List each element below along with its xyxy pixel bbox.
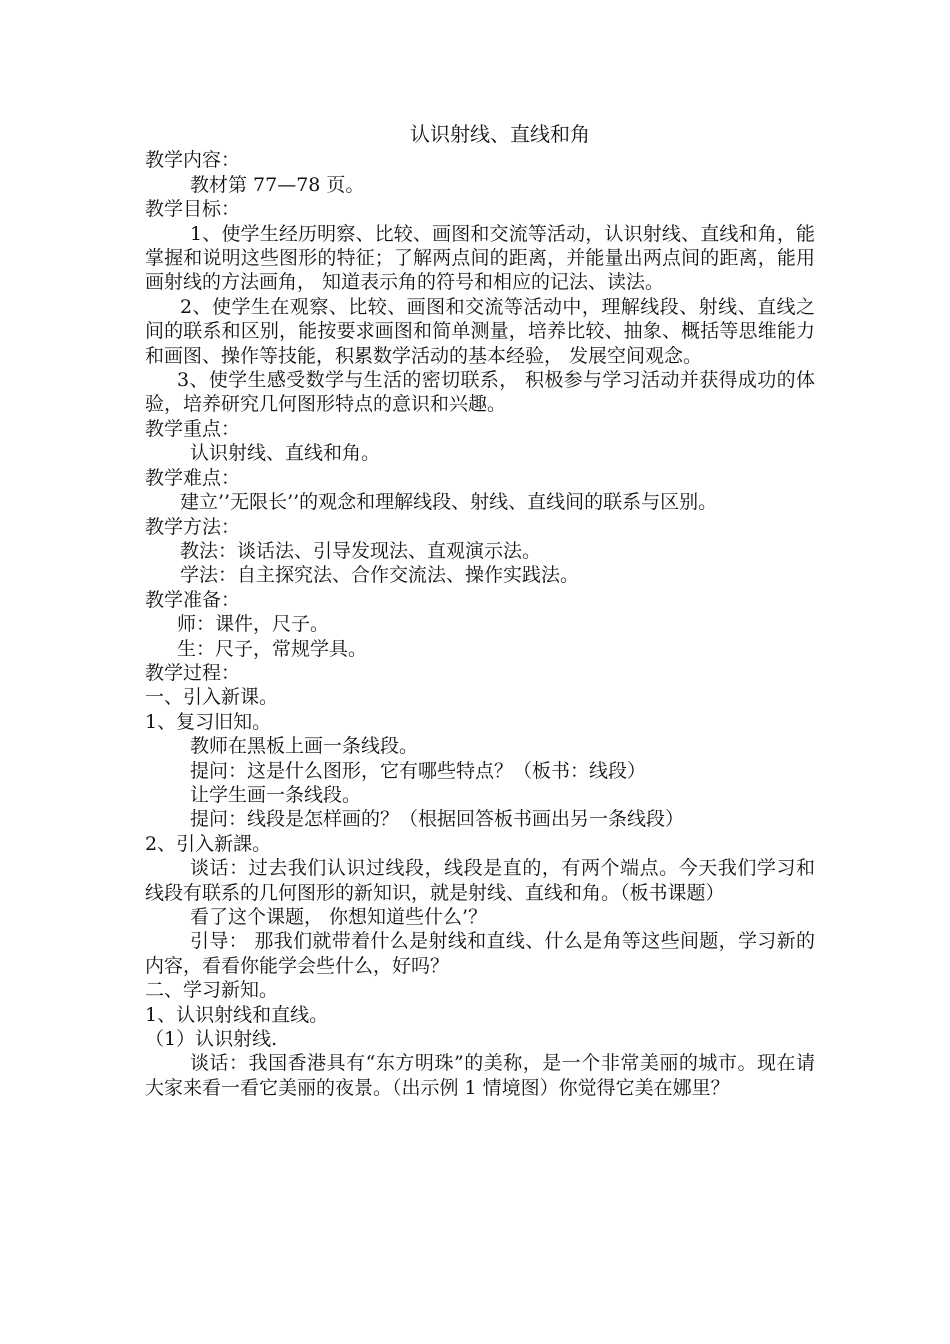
section-heading: 教学过程： [145,661,241,684]
paragraph: 谈话：我国香港具有“东方明珠”的美称，是一个非常美丽的城市。现在请大家来看一看它美丽的夜景。（出示例 1 情境图）你觉得它美在娜里？ [145,1052,815,1099]
paragraph: 生：尺子，常规学具。 [177,637,368,660]
paragraph: 看了这个课题， 你想知道些什么’？ [190,906,488,928]
paragraph-list [145,148,815,1100]
section-heading: 一、引入新课。 [145,686,279,709]
section-heading: 2、引入新課。 [145,832,272,855]
paragraph: 提问：线段是怎样画的？（根据回答板书画出另一条线段） [190,808,685,831]
section-heading: 教学内容： [145,149,241,172]
paragraph: 3、使学生感受数学与生活的密切联系， 积极参与学习活动并获得成功的体验，培养研究几何图形特点的意识和兴趣。 [145,369,815,416]
paragraph: 学法：自主探究法、合作交流法、操作实践法。 [180,564,580,587]
paragraph: 教材第 77—78 页。 [190,173,365,196]
paragraph: 让学生画一条线段。 [190,783,362,806]
paragraph: 提问：这是什么图形，它有哪些特点？（板书：线段） [190,759,647,782]
paragraph: 师：课件，尺子。 [177,613,330,636]
section-heading: 教学目标： [145,198,241,221]
paragraph: 建立’’无限长’’的观念和理解线段、射线、直线间的联系与区别。 [180,491,718,514]
paragraph: 教法：谈话法、引导发现法、直观演示法。 [180,539,542,562]
section-heading: 1、复习旧知。 [145,710,272,733]
document-title: 认识射线、直线和角 [410,122,590,146]
section-heading: （1）认识射线. [145,1028,278,1051]
paragraph: 谈话：过去我们认识过线段，线段是直的，有两个端点。今天我们学习和线段有联系的几何图形的新知识，就是射线、直线和角。（板书课题） [145,857,815,904]
section-heading: 教学准备： [145,588,241,611]
section-heading: 二、学习新知。 [145,979,279,1002]
document-body [145,122,815,1100]
paragraph: 引导： 那我们就带着什么是射线和直线、什么是角等这些间题，学习新的内容，看看你能学会些什么，好吗？ [145,930,815,977]
paragraph: 1、使学生经历明察、比较、画图和交流等活动，认识射线、直线和角，能掌握和说明这些图形的特征；了解两点间的距离，并能量出两点间的距离，能用画射线的方法画角， 知道表示角的符号和相应的记法、读法。 [145,222,815,294]
paragraph: 认识射线、直线和角。 [190,442,381,465]
section-heading: 教学难点： [145,466,241,489]
section-heading: 教学重点： [145,417,241,440]
section-heading: 教学方法： [145,515,241,538]
paragraph: 教师在黑板上画一条线段。 [190,735,419,758]
paragraph: 2、使学生在观察、比较、画图和交流等活动中，理解线段、射线、直线之间的联系和区别，能按要求画图和简单测量，培养比较、抽象、概括等思维能力和画图、操作等技能，积累数学活动的基本经验， 发展空间观念。 [145,295,815,367]
section-heading: 1、认识射线和直线。 [145,1003,329,1026]
